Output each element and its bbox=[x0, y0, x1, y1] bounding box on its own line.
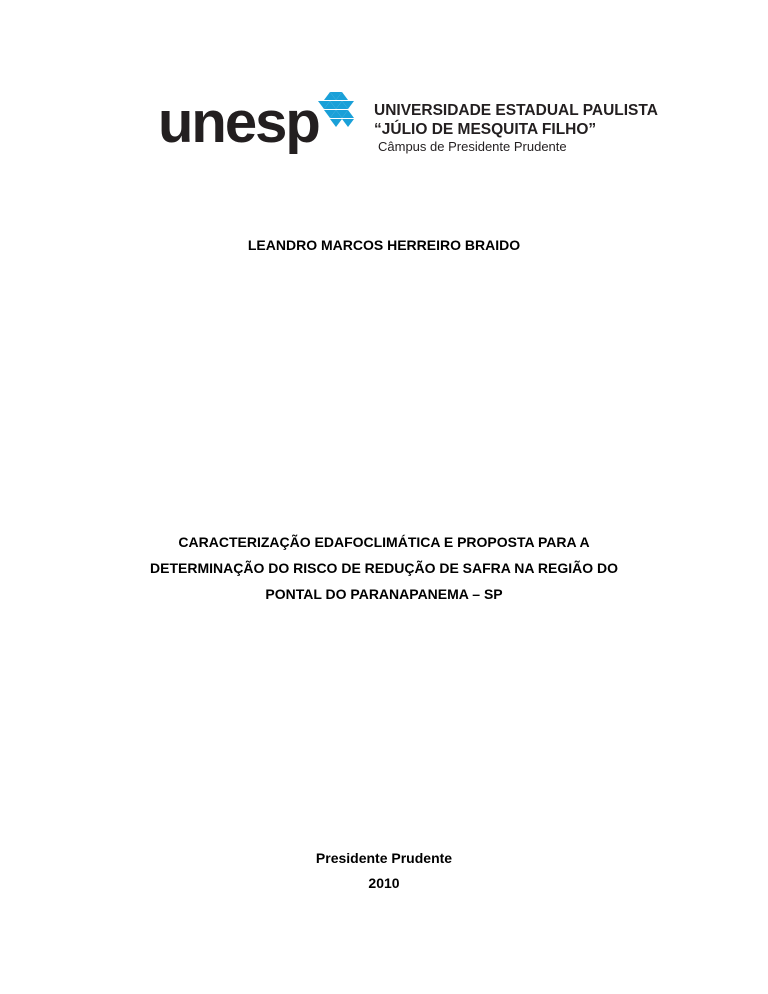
author-name: LEANDRO MARCOS HERREIRO BRAIDO bbox=[247, 237, 521, 253]
unesp-logo: unesp bbox=[158, 90, 319, 155]
thesis-title-line: PONTAL DO PARANAPANEMA – SP bbox=[265, 586, 503, 602]
publication-info bbox=[0, 846, 768, 896]
university-honoree: “JÚLIO DE MESQUITA FILHO” bbox=[374, 121, 597, 138]
university-name: UNIVERSIDADE ESTADUAL PAULISTA bbox=[374, 102, 658, 119]
thesis-title-line: DETERMINAÇÃO DO RISCO DE REDUÇÃO DE SAFRA NA REGIÃO DO bbox=[150, 560, 618, 576]
campus-name: Câmpus de Presidente Prudente bbox=[378, 139, 567, 154]
unesp-triangle-mark-icon bbox=[316, 92, 356, 128]
university-name-block bbox=[374, 101, 674, 155]
publication-city: Presidente Prudente bbox=[315, 850, 453, 866]
thesis-title-line: CARACTERIZAÇÃO EDAFOCLIMÁTICA E PROPOSTA PARA A bbox=[178, 534, 590, 550]
publication-year: 2010 bbox=[368, 875, 400, 891]
thesis-title bbox=[120, 529, 648, 607]
institution-header bbox=[158, 92, 658, 162]
